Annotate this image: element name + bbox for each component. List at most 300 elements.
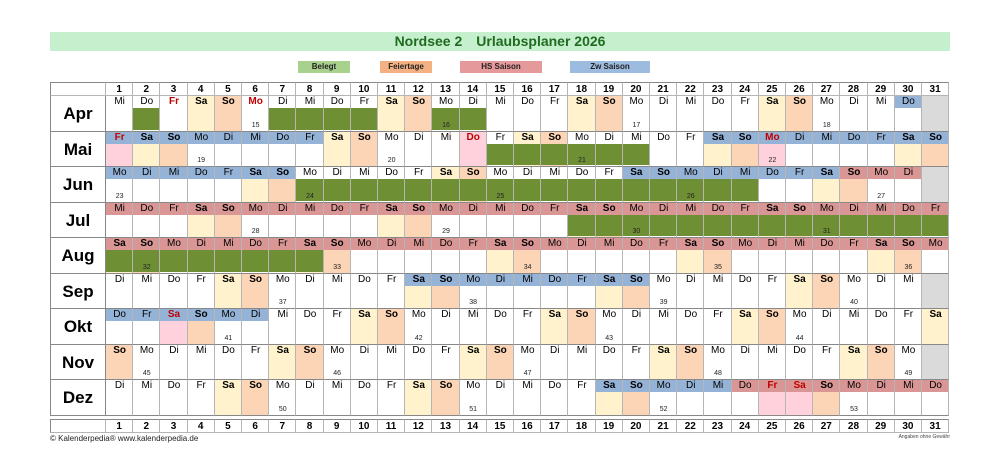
day-cell[interactable] xyxy=(650,203,677,239)
day-cell[interactable] xyxy=(895,345,922,381)
day-cell[interactable] xyxy=(650,132,677,168)
day-cell[interactable] xyxy=(840,167,867,203)
day-cell[interactable] xyxy=(215,96,242,132)
day-cell[interactable] xyxy=(432,203,459,239)
day-cell[interactable] xyxy=(732,274,759,310)
weekday-label: Do xyxy=(106,309,133,321)
day-cell[interactable] xyxy=(160,96,187,132)
day-cell[interactable] xyxy=(704,96,731,132)
day-cell[interactable] xyxy=(840,345,867,381)
day-cell[interactable] xyxy=(868,380,895,416)
day-cell[interactable] xyxy=(378,132,405,168)
day-cell[interactable] xyxy=(188,309,215,345)
day-cell[interactable] xyxy=(242,167,269,203)
day-cell[interactable] xyxy=(378,167,405,203)
day-cell[interactable] xyxy=(432,380,459,416)
week-number: 51 xyxy=(469,405,478,413)
day-cell[interactable] xyxy=(759,238,786,274)
day-cell[interactable] xyxy=(215,274,242,310)
day-cell[interactable] xyxy=(704,345,731,381)
day-cell[interactable] xyxy=(269,203,296,239)
day-cell[interactable] xyxy=(351,167,378,203)
day-cell[interactable] xyxy=(623,167,650,203)
weekday-label: Mi xyxy=(704,380,731,392)
day-cell[interactable] xyxy=(786,238,813,274)
day-cell[interactable] xyxy=(732,203,759,239)
day-cell[interactable] xyxy=(242,380,269,416)
day-cell[interactable] xyxy=(133,274,160,310)
day-cell[interactable] xyxy=(623,274,650,310)
weekday-label: Do xyxy=(188,167,215,179)
day-cell[interactable] xyxy=(188,345,215,381)
day-cell[interactable] xyxy=(160,238,187,274)
day-cell[interactable] xyxy=(623,238,650,274)
day-cell[interactable] xyxy=(541,96,568,132)
day-cell[interactable] xyxy=(405,132,432,168)
day-cell[interactable] xyxy=(786,132,813,168)
day-cell[interactable] xyxy=(351,203,378,239)
day-cell[interactable] xyxy=(541,167,568,203)
day-cell[interactable] xyxy=(405,203,432,239)
day-cell[interactable] xyxy=(677,380,704,416)
day-cell-unavailable xyxy=(922,167,949,203)
day-cell[interactable] xyxy=(514,238,541,274)
day-cell[interactable] xyxy=(759,167,786,203)
day-cell[interactable] xyxy=(324,203,351,239)
day-cell[interactable] xyxy=(324,167,351,203)
day-cell[interactable] xyxy=(215,132,242,168)
day-cell[interactable] xyxy=(650,238,677,274)
day-cell[interactable] xyxy=(677,238,704,274)
day-cell[interactable] xyxy=(460,274,487,310)
day-cell[interactable] xyxy=(895,203,922,239)
day-cell[interactable] xyxy=(514,167,541,203)
day-cell[interactable] xyxy=(487,309,514,345)
day-cell[interactable] xyxy=(160,380,187,416)
legend-feiertage: Feiertage xyxy=(380,61,432,73)
day-cell[interactable] xyxy=(269,380,296,416)
day-cell[interactable] xyxy=(269,132,296,168)
day-cell[interactable] xyxy=(160,167,187,203)
day-cell[interactable] xyxy=(786,309,813,345)
day-cell[interactable] xyxy=(732,238,759,274)
day-cell[interactable] xyxy=(813,309,840,345)
week-number: 42 xyxy=(414,334,423,342)
day-cell[interactable] xyxy=(895,96,922,132)
day-cell[interactable] xyxy=(160,345,187,381)
day-cell[interactable] xyxy=(813,167,840,203)
weekday-label: Mi xyxy=(658,309,669,320)
day-cell[interactable] xyxy=(650,167,677,203)
day-cell[interactable] xyxy=(514,132,541,168)
day-cell[interactable] xyxy=(487,167,514,203)
day-cell[interactable] xyxy=(759,274,786,310)
weekday-label: So xyxy=(106,345,133,357)
day-cell[interactable] xyxy=(677,96,704,132)
day-cell[interactable] xyxy=(487,203,514,239)
weekday-label: Mi xyxy=(331,380,343,391)
day-cell[interactable] xyxy=(677,274,704,310)
day-cell[interactable] xyxy=(378,203,405,239)
day-cell[interactable] xyxy=(623,96,650,132)
day-cell[interactable] xyxy=(596,345,623,381)
day-cell[interactable] xyxy=(188,380,215,416)
day-cell[interactable] xyxy=(895,167,922,203)
weekday-label: Mi xyxy=(304,96,316,107)
day-cell[interactable] xyxy=(296,238,323,274)
day-cell[interactable] xyxy=(759,345,786,381)
day-cell[interactable] xyxy=(677,309,704,345)
day-cell[interactable] xyxy=(242,96,269,132)
weekday-label: Mo xyxy=(922,238,949,250)
day-cell[interactable] xyxy=(133,132,160,168)
day-cell[interactable] xyxy=(840,380,867,416)
day-cell[interactable] xyxy=(514,380,541,416)
day-cell[interactable] xyxy=(704,203,731,239)
day-cell[interactable] xyxy=(677,203,704,239)
day-cell[interactable] xyxy=(541,274,568,310)
day-cell[interactable] xyxy=(813,238,840,274)
day-cell[interactable] xyxy=(840,238,867,274)
day-cell[interactable] xyxy=(759,380,786,416)
day-cell[interactable] xyxy=(432,345,459,381)
day-cell[interactable] xyxy=(269,345,296,381)
day-cell[interactable] xyxy=(650,274,677,310)
day-cell[interactable] xyxy=(460,309,487,345)
day-cell[interactable] xyxy=(596,274,623,310)
day-cell[interactable] xyxy=(242,238,269,274)
day-cell[interactable] xyxy=(215,167,242,203)
day-cell[interactable] xyxy=(596,309,623,345)
day-cell[interactable] xyxy=(351,238,378,274)
day-cell[interactable] xyxy=(378,238,405,274)
day-cell[interactable] xyxy=(514,274,541,310)
day-cell[interactable] xyxy=(487,132,514,168)
day-cell[interactable] xyxy=(160,274,187,310)
day-cell[interactable] xyxy=(813,380,840,416)
day-cell[interactable] xyxy=(568,132,595,168)
day-cell[interactable] xyxy=(351,345,378,381)
day-cell[interactable] xyxy=(868,132,895,168)
day-cell[interactable] xyxy=(541,203,568,239)
day-cell[interactable] xyxy=(324,96,351,132)
day-cell[interactable] xyxy=(786,274,813,310)
day-cell[interactable] xyxy=(786,167,813,203)
day-cell[interactable] xyxy=(868,309,895,345)
day-cell[interactable] xyxy=(378,309,405,345)
day-cell[interactable] xyxy=(405,274,432,310)
day-cell[interactable] xyxy=(460,380,487,416)
day-cell[interactable] xyxy=(732,96,759,132)
day-cell[interactable] xyxy=(269,274,296,310)
weekday-label: Mi xyxy=(786,238,813,250)
day-cell[interactable] xyxy=(541,309,568,345)
day-cell[interactable] xyxy=(405,380,432,416)
day-cell[interactable] xyxy=(133,203,160,239)
day-cell[interactable] xyxy=(378,274,405,310)
day-cell[interactable] xyxy=(677,132,704,168)
weekday-label: Mo xyxy=(711,344,725,356)
day-cell[interactable] xyxy=(596,96,623,132)
day-cell[interactable] xyxy=(133,96,160,132)
day-cell[interactable] xyxy=(215,380,242,416)
day-cell[interactable] xyxy=(623,380,650,416)
day-cell[interactable] xyxy=(487,274,514,310)
day-cell[interactable] xyxy=(487,380,514,416)
day-cell[interactable] xyxy=(324,345,351,381)
day-cell[interactable] xyxy=(351,274,378,310)
day-cell[interactable] xyxy=(732,345,759,381)
day-cell[interactable] xyxy=(813,203,840,239)
day-cell[interactable] xyxy=(324,380,351,416)
day-cell[interactable] xyxy=(405,167,432,203)
day-cell[interactable] xyxy=(786,345,813,381)
day-cell[interactable] xyxy=(160,132,187,168)
day-cell[interactable] xyxy=(568,238,595,274)
day-cell[interactable] xyxy=(541,238,568,274)
day-cell[interactable] xyxy=(568,274,595,310)
day-cell[interactable] xyxy=(487,345,514,381)
day-cell[interactable] xyxy=(242,345,269,381)
day-cell[interactable] xyxy=(922,380,949,416)
day-cell[interactable] xyxy=(568,167,595,203)
day-cell[interactable] xyxy=(133,309,160,345)
day-cell[interactable] xyxy=(133,345,160,381)
day-cell[interactable] xyxy=(106,167,133,203)
day-cell[interactable] xyxy=(813,274,840,310)
day-cell[interactable] xyxy=(704,167,731,203)
day-cell[interactable] xyxy=(133,238,160,274)
day-cell[interactable] xyxy=(895,132,922,168)
day-cell[interactable] xyxy=(296,380,323,416)
day-cell[interactable] xyxy=(269,96,296,132)
day-cell[interactable] xyxy=(759,132,786,168)
day-cell[interactable] xyxy=(650,380,677,416)
day-cell[interactable] xyxy=(133,167,160,203)
day-cell[interactable] xyxy=(405,96,432,132)
day-cell[interactable] xyxy=(650,345,677,381)
day-cell[interactable] xyxy=(541,380,568,416)
day-cell[interactable] xyxy=(106,238,133,274)
day-cell[interactable] xyxy=(541,345,568,381)
day-cell[interactable] xyxy=(351,96,378,132)
day-cell[interactable] xyxy=(922,203,949,239)
day-cell[interactable] xyxy=(405,238,432,274)
day-cell[interactable] xyxy=(514,309,541,345)
day-cell[interactable] xyxy=(623,345,650,381)
day-cell[interactable] xyxy=(596,203,623,239)
day-cell[interactable] xyxy=(106,345,133,381)
day-cell[interactable] xyxy=(704,132,731,168)
day-cell[interactable] xyxy=(732,309,759,345)
day-cell[interactable] xyxy=(351,132,378,168)
day-cell[interactable] xyxy=(188,96,215,132)
day-cell[interactable] xyxy=(922,132,949,168)
day-cell[interactable] xyxy=(378,96,405,132)
day-cell[interactable] xyxy=(242,132,269,168)
day-cell[interactable] xyxy=(106,274,133,310)
day-cell[interactable] xyxy=(188,274,215,310)
day-cell[interactable] xyxy=(813,96,840,132)
day-cell[interactable] xyxy=(922,309,949,345)
day-cell[interactable] xyxy=(460,167,487,203)
day-cell[interactable] xyxy=(868,203,895,239)
day-cell[interactable] xyxy=(324,132,351,168)
day-cell[interactable] xyxy=(215,238,242,274)
day-cell[interactable] xyxy=(596,132,623,168)
day-cell[interactable] xyxy=(868,167,895,203)
day-cell[interactable] xyxy=(296,203,323,239)
day-cell[interactable] xyxy=(487,96,514,132)
weekday-label: Sa xyxy=(704,132,731,144)
weekday-label: So xyxy=(786,96,813,108)
day-cell[interactable] xyxy=(432,167,459,203)
weekday-label: Do xyxy=(357,380,371,391)
weekday-label: Di xyxy=(849,96,859,107)
day-cell[interactable] xyxy=(541,132,568,168)
day-cell[interactable] xyxy=(324,309,351,345)
day-cell[interactable] xyxy=(596,167,623,203)
day-cell[interactable] xyxy=(106,132,133,168)
day-cell[interactable] xyxy=(596,380,623,416)
day-cell[interactable] xyxy=(840,203,867,239)
day-cell[interactable] xyxy=(514,203,541,239)
day-cell[interactable] xyxy=(378,380,405,416)
day-cell[interactable] xyxy=(432,96,459,132)
day-cell[interactable] xyxy=(868,96,895,132)
day-cell[interactable] xyxy=(568,96,595,132)
day-cell[interactable] xyxy=(242,274,269,310)
day-cell[interactable] xyxy=(704,380,731,416)
day-cell[interactable] xyxy=(623,132,650,168)
day-cell[interactable] xyxy=(160,309,187,345)
day-cell[interactable] xyxy=(242,203,269,239)
day-cell[interactable] xyxy=(324,274,351,310)
day-cell[interactable] xyxy=(215,345,242,381)
day-cell[interactable] xyxy=(378,345,405,381)
day-cell[interactable] xyxy=(487,238,514,274)
day-cell[interactable] xyxy=(296,274,323,310)
weekday-label: Sa xyxy=(188,203,215,215)
day-cell[interactable] xyxy=(405,345,432,381)
day-cell[interactable] xyxy=(215,203,242,239)
week-number: 53 xyxy=(850,405,858,413)
day-cell[interactable] xyxy=(840,274,867,310)
day-cell[interactable] xyxy=(677,167,704,203)
day-cell[interactable] xyxy=(432,238,459,274)
day-cell[interactable] xyxy=(188,238,215,274)
day-cell[interactable] xyxy=(514,345,541,381)
day-cell[interactable] xyxy=(895,238,922,274)
day-cell[interactable] xyxy=(704,274,731,310)
weekday-label: Fr xyxy=(631,344,642,356)
booked-bar xyxy=(840,215,867,237)
day-cell[interactable] xyxy=(732,132,759,168)
day-cell[interactable] xyxy=(759,203,786,239)
day-cell[interactable] xyxy=(460,203,487,239)
day-cell[interactable] xyxy=(188,167,215,203)
day-cell[interactable] xyxy=(623,309,650,345)
day-cell[interactable] xyxy=(650,96,677,132)
day-cell[interactable] xyxy=(895,380,922,416)
day-cell[interactable] xyxy=(296,345,323,381)
day-cell[interactable] xyxy=(324,238,351,274)
day-cell[interactable] xyxy=(704,309,731,345)
day-cell[interactable] xyxy=(106,380,133,416)
day-cell[interactable] xyxy=(813,132,840,168)
day-cell[interactable] xyxy=(106,96,133,132)
day-cell[interactable] xyxy=(568,203,595,239)
day-cell[interactable] xyxy=(432,309,459,345)
day-cell[interactable] xyxy=(786,203,813,239)
day-cell[interactable] xyxy=(704,238,731,274)
day-cell[interactable] xyxy=(296,309,323,345)
day-cell[interactable] xyxy=(840,96,867,132)
day-cell[interactable] xyxy=(405,309,432,345)
day-cell[interactable] xyxy=(106,309,133,345)
day-cell[interactable] xyxy=(296,96,323,132)
day-cell[interactable] xyxy=(786,380,813,416)
day-cell[interactable] xyxy=(840,132,867,168)
day-cell[interactable] xyxy=(188,132,215,168)
day-cell[interactable] xyxy=(460,96,487,132)
day-cell[interactable] xyxy=(269,309,296,345)
day-cell[interactable] xyxy=(650,309,677,345)
day-cell[interactable] xyxy=(106,203,133,239)
day-cell[interactable] xyxy=(351,309,378,345)
day-cell[interactable] xyxy=(432,132,459,168)
day-cell[interactable] xyxy=(786,96,813,132)
day-cell[interactable] xyxy=(269,238,296,274)
day-cell[interactable] xyxy=(269,167,296,203)
day-cell[interactable] xyxy=(460,345,487,381)
day-cell[interactable] xyxy=(840,309,867,345)
day-cell[interactable] xyxy=(460,238,487,274)
day-cell[interactable] xyxy=(133,380,160,416)
day-cell[interactable] xyxy=(568,309,595,345)
day-cell[interactable] xyxy=(677,345,704,381)
day-cell[interactable] xyxy=(759,309,786,345)
day-cell[interactable] xyxy=(732,380,759,416)
weekday-label: Sa xyxy=(405,380,432,392)
day-cell[interactable] xyxy=(868,274,895,310)
day-cell[interactable] xyxy=(514,96,541,132)
day-cell[interactable] xyxy=(759,96,786,132)
day-cell[interactable] xyxy=(895,274,922,310)
day-cell[interactable] xyxy=(296,132,323,168)
booked-bar xyxy=(215,250,242,272)
day-cell[interactable] xyxy=(596,238,623,274)
day-cell[interactable] xyxy=(460,132,487,168)
day-cell[interactable] xyxy=(188,203,215,239)
day-cell[interactable] xyxy=(296,167,323,203)
day-cell[interactable] xyxy=(432,274,459,310)
day-cell[interactable] xyxy=(732,167,759,203)
day-cell[interactable] xyxy=(568,345,595,381)
weekday-label: Fr xyxy=(495,131,506,143)
day-cell[interactable] xyxy=(895,309,922,345)
day-cell[interactable] xyxy=(242,309,269,345)
day-cell[interactable] xyxy=(922,238,949,274)
day-cell[interactable] xyxy=(813,345,840,381)
day-cell[interactable] xyxy=(215,309,242,345)
day-cell[interactable] xyxy=(868,238,895,274)
day-cell[interactable] xyxy=(568,380,595,416)
day-cell[interactable] xyxy=(351,380,378,416)
day-cell[interactable] xyxy=(160,203,187,239)
day-cell[interactable] xyxy=(623,203,650,239)
day-cell[interactable] xyxy=(868,345,895,381)
